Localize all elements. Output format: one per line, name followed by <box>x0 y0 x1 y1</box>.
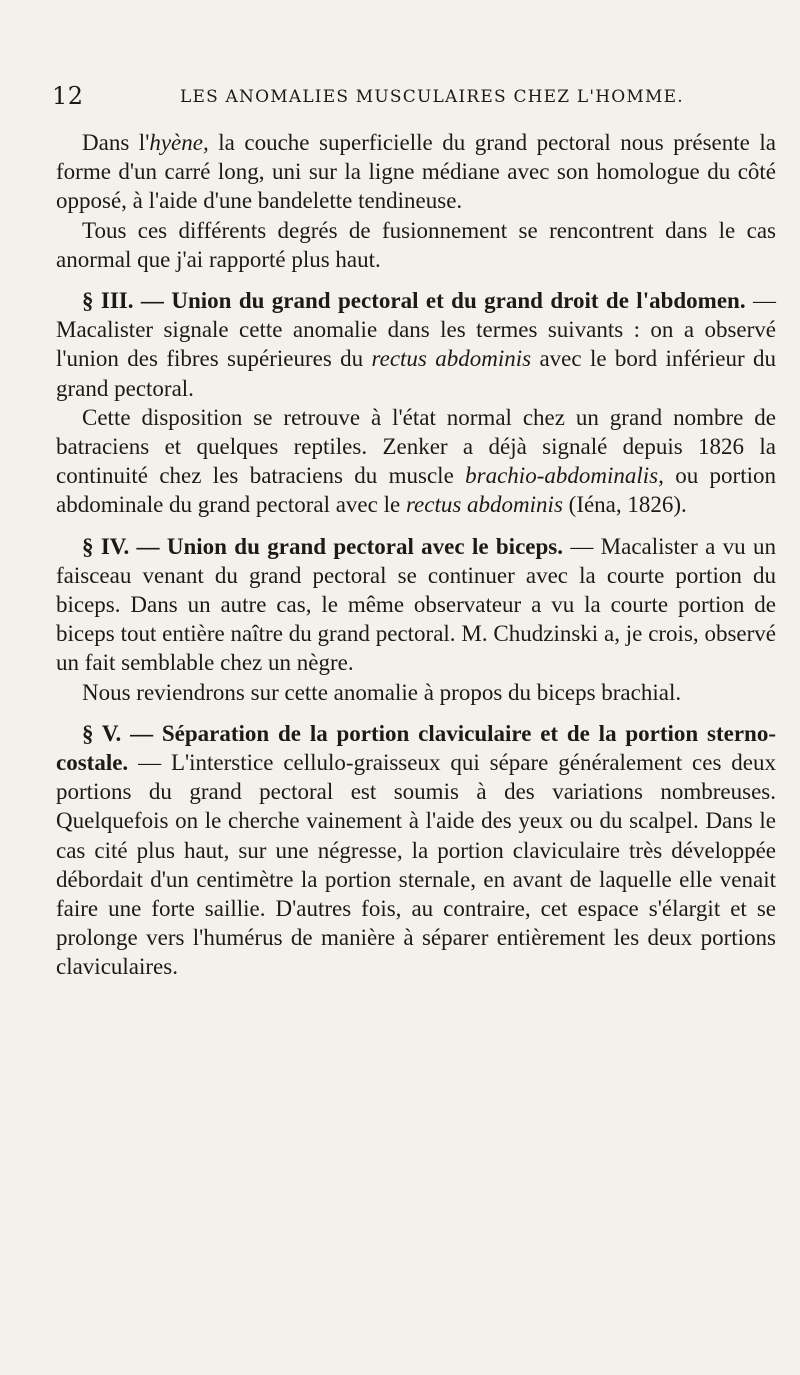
section-iii: § III. — Union du grand pectoral et du grand droit de l'abdomen. — Macalister signale cette anomalie dans les termes suivants : on a observé l'union des fibres supérieures du rectus abdominis avec le bord inférieur du grand pectoral. <box>56 288 777 401</box>
running-title: LES ANOMALIES MUSCULAIRES CHEZ L'HOMME. <box>180 87 684 107</box>
section-iv: § IV. — Union du grand pectoral avec le biceps. — Macalister a vu un faisceau venant du grand pectoral se continuer avec la courte portion du biceps. Dans un autre cas, le même observateur a vu la courte portion de biceps tout entière naître du grand pectoral. M. Chudzinski a, je crois, observé un fait semblable chez un nègre. <box>56 533 776 676</box>
section-v: § V. — Séparation de la portion claviculaire et de la portion sterno-costale. — L'interstice cellulo-graisseux qui sépare généralement ces deux portions du grand pectoral est soumis à des variations nombreuses. Quelquefois on le cherche vainement à l'aide des yeux ou du scalpel. Dans le cas cité plus haut, sur une négresse, la portion claviculaire très développée débordait d'un centimètre la portion sternale, en avant de laquelle elle venait faire une forte saillie. D'autres fois, au contraire, cet espace s'élargit et se prolonge vers l'humérus de manière à séparer entièrement les deux portions claviculaires. <box>56 720 776 980</box>
paragraph-hyene: Dans l'hyène, la couche superficielle du grand pectoral nous présente la forme d'un carré long, uni sur la ligne médiane avec son homologue du côté opposé, à l'aide d'une bandelette tendineuse. <box>56 130 776 214</box>
paragraph-biceps: Nous reviendrons sur cette anomalie à propos du biceps brachial. <box>82 679 682 705</box>
section-heading: § IV. — Union du grand pectoral avec le biceps. <box>82 533 563 559</box>
page-header <box>52 82 776 112</box>
section-heading: § V. — Séparation de la portion claviculaire et de la portion sterno-costale. <box>56 720 776 776</box>
body-text <box>56 128 776 982</box>
section-heading: § III. — Union du grand pectoral et du grand droit de l'abdomen. <box>82 288 746 314</box>
paragraph-batraciens: Cette disposition se retrouve à l'état normal chez un grand nombre de batraciens et quelques reptiles. Zenker a déjà signalé depuis 1826 la continuité chez les batraciens du muscle brachio-abdominalis, ou portion abdominale du grand pectoral avec le rectus abdominis (Iéna, 1826). <box>56 404 776 518</box>
paragraph-fusionnement: Tous ces différents degrés de fusionnement se rencontrent dans le cas anormal que j'ai rapporté plus haut. <box>56 217 776 272</box>
page-number: 12 <box>52 82 84 110</box>
